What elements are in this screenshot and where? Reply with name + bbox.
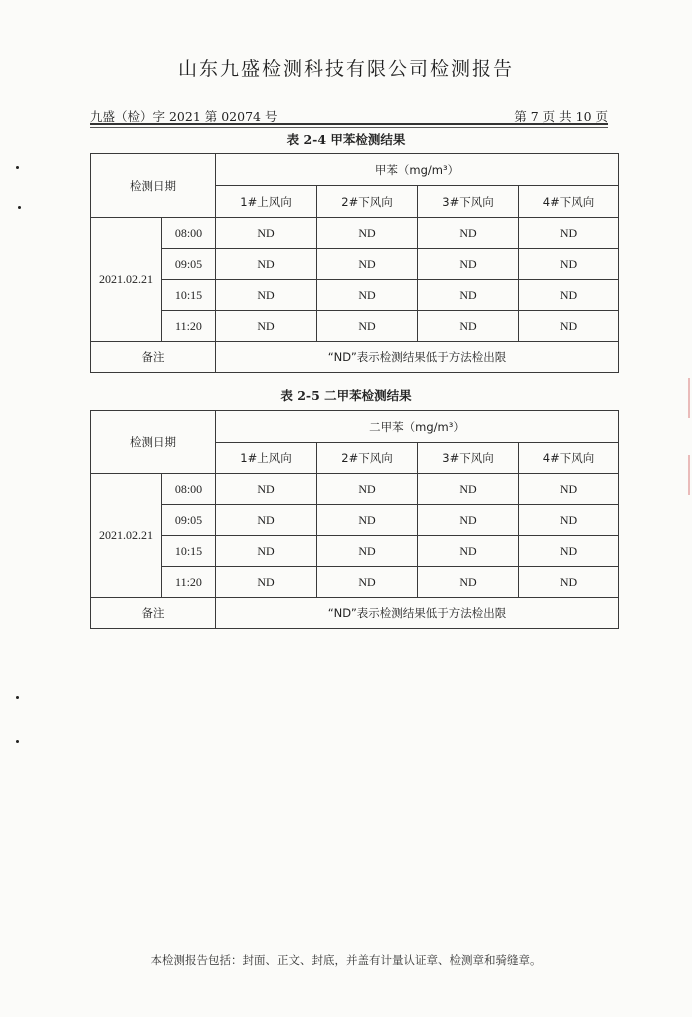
date-header: 检测日期	[91, 411, 216, 474]
note-row	[91, 598, 619, 629]
result-cell: ND	[216, 567, 317, 598]
result-cell: ND	[418, 218, 519, 249]
note-label: 备注	[91, 598, 216, 629]
result-cell: ND	[216, 280, 317, 311]
result-cell: ND	[216, 311, 317, 342]
xylene-results-table	[90, 410, 619, 629]
binding-hole-mark	[18, 206, 21, 209]
result-cell: ND	[519, 311, 619, 342]
result-cell: ND	[418, 474, 519, 505]
result-cell: ND	[519, 474, 619, 505]
table-row	[91, 505, 619, 536]
note-text: “ND”表示检测结果低于方法检出限	[216, 598, 619, 629]
result-cell: ND	[216, 218, 317, 249]
sample-date: 2021.02.21	[91, 474, 162, 598]
note-row	[91, 342, 619, 373]
header-rule-thin	[90, 127, 608, 128]
sample-time: 09:05	[162, 505, 216, 536]
sample-time: 08:00	[162, 474, 216, 505]
date-header: 检测日期	[91, 154, 216, 218]
column-header: 3#下风向	[418, 186, 519, 218]
seal-edge-mark	[688, 378, 690, 418]
result-cell: ND	[519, 249, 619, 280]
result-cell: ND	[317, 311, 418, 342]
result-cell: ND	[519, 280, 619, 311]
substance-header: 二甲苯（mg/m³）	[216, 411, 619, 443]
column-header: 1#上风向	[216, 443, 317, 474]
result-cell: ND	[216, 249, 317, 280]
seal-edge-mark	[688, 455, 690, 495]
result-cell: ND	[317, 505, 418, 536]
sample-time: 08:00	[162, 218, 216, 249]
result-cell: ND	[418, 311, 519, 342]
note-text: “ND”表示检测结果低于方法检出限	[216, 342, 619, 373]
column-header: 4#下风向	[519, 186, 619, 218]
result-cell: ND	[519, 218, 619, 249]
sample-time: 10:15	[162, 536, 216, 567]
table-row	[91, 280, 619, 311]
result-cell: ND	[216, 536, 317, 567]
result-cell: ND	[519, 505, 619, 536]
result-cell: ND	[317, 280, 418, 311]
sample-date: 2021.02.21	[91, 218, 162, 342]
note-label: 备注	[91, 342, 216, 373]
column-header: 1#上风向	[216, 186, 317, 218]
binding-hole-mark	[16, 740, 19, 743]
page-info: 第 7 页 共 10 页	[514, 109, 608, 124]
table-row	[91, 567, 619, 598]
sample-time: 10:15	[162, 280, 216, 311]
result-cell: ND	[418, 536, 519, 567]
column-header: 2#下风向	[317, 443, 418, 474]
result-cell: ND	[317, 567, 418, 598]
table-row	[91, 311, 619, 342]
table-row	[91, 249, 619, 280]
report-footer: 本检测报告包括：封面、正文、封底，并盖有计量认证章、检测章和骑缝章。	[150, 953, 542, 967]
substance-header: 甲苯（mg/m³）	[216, 154, 619, 186]
header-rule	[90, 123, 608, 125]
sample-time: 11:20	[162, 311, 216, 342]
binding-hole-mark	[16, 696, 19, 699]
table-caption-toluene: 表 2-4 甲苯检测结果	[286, 132, 406, 147]
column-header: 4#下风向	[519, 443, 619, 474]
sample-time: 09:05	[162, 249, 216, 280]
result-cell: ND	[418, 280, 519, 311]
result-cell: ND	[216, 505, 317, 536]
result-cell: ND	[317, 474, 418, 505]
table-caption-xylene: 表 2-5 二甲苯检测结果	[280, 388, 412, 403]
column-header: 3#下风向	[418, 443, 519, 474]
table-row	[91, 536, 619, 567]
report-title: 山东九盛检测科技有限公司检测报告	[177, 58, 514, 80]
result-cell: ND	[519, 536, 619, 567]
toluene-results-table	[90, 153, 619, 373]
result-cell: ND	[317, 218, 418, 249]
document-number: 九盛（检）字 2021 第 02074 号	[90, 109, 278, 124]
result-cell: ND	[216, 474, 317, 505]
table-row	[91, 218, 619, 249]
sample-time: 11:20	[162, 567, 216, 598]
column-header: 2#下风向	[317, 186, 418, 218]
result-cell: ND	[317, 249, 418, 280]
table-row	[91, 474, 619, 505]
result-cell: ND	[418, 505, 519, 536]
result-cell: ND	[418, 249, 519, 280]
result-cell: ND	[519, 567, 619, 598]
result-cell: ND	[418, 567, 519, 598]
result-cell: ND	[317, 536, 418, 567]
binding-hole-mark	[16, 166, 19, 169]
